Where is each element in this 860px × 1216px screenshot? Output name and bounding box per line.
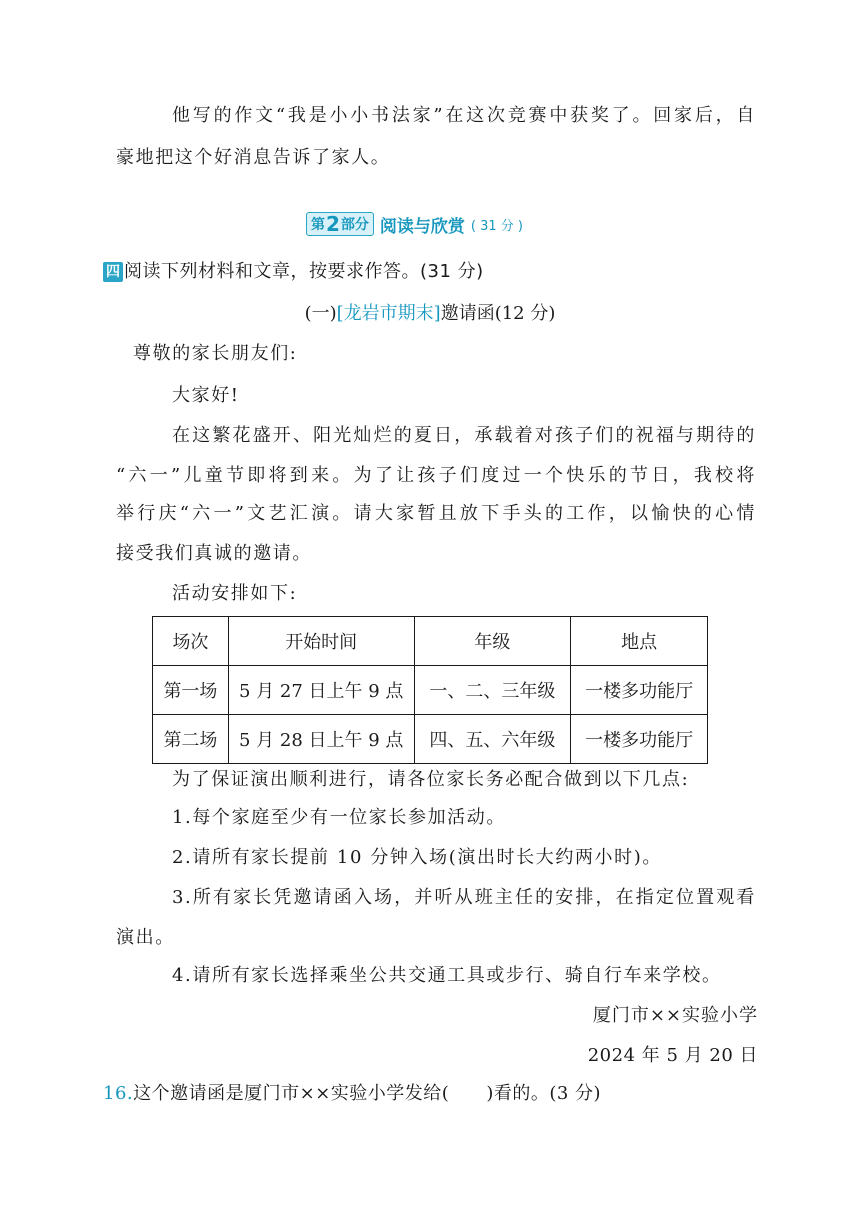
table-cell: 第一场 [153, 666, 229, 715]
passage-part: (一) [304, 303, 337, 324]
schedule-intro: 活动安排如下: [172, 583, 298, 604]
letter-date: 2024 年 5 月 20 日 [587, 1045, 758, 1066]
letter-signature: 厦门市××实验小学 [592, 1005, 758, 1026]
section-suffix: 部分 [340, 217, 369, 233]
rule-2: 2.请所有家长提前 10 分钟入场(演出时长大约两小时)。 [172, 847, 662, 868]
table-cell: 一楼多功能厅 [571, 715, 708, 764]
table-header-cell: 场次 [153, 617, 229, 666]
letter-greeting: 大家好! [172, 385, 240, 406]
passage-title: 邀请函(12 分) [440, 303, 556, 324]
rule-3-line-1: 3.所有家长凭邀请函入场，并听从班主任的安排，在指定位置观看 [172, 887, 756, 908]
table-cell: 一楼多功能厅 [571, 666, 708, 715]
question-16-text: 这个邀请函是厦门市××实验小学发给( )看的。(3 分) [133, 1083, 602, 1104]
table-cell: 5 月 27 日上午 9 点 [228, 666, 414, 715]
intro-line-1: 他写的作文“我是小小书法家”在这次竞赛中获奖了。回家后，自 [172, 105, 756, 126]
question-title: 阅读下列材料和文章，按要求作答。(31 分) [124, 261, 484, 282]
table-cell: 5 月 28 日上午 9 点 [228, 715, 414, 764]
schedule-table [152, 616, 708, 764]
table-cell: 第二场 [153, 715, 229, 764]
section-number: 2 [326, 212, 340, 236]
section-number-tag [306, 212, 374, 236]
rule-3-line-2: 演出。 [116, 927, 175, 948]
passage-heading [0, 302, 860, 326]
rule-4: 4.请所有家长选择乘坐公共交通工具或步行、骑自行车来学校。 [172, 965, 722, 986]
letter-salutation: 尊敬的家长朋友们: [133, 343, 298, 364]
letter-para-line-1: 在这繁花盛开、阳光灿烂的夏日，承载着对孩子们的祝福与期待的 [172, 425, 756, 446]
intro-line-2: 豪地把这个好消息告诉了家人。 [116, 147, 391, 168]
table-cell: 四、五、六年级 [414, 715, 571, 764]
section-banner [306, 212, 523, 236]
section-score: ( 31 分 ) [470, 218, 524, 234]
passage-source-tag: [龙岩市期末] [336, 303, 441, 324]
table-row [153, 666, 708, 715]
table-header-cell: 年级 [414, 617, 571, 666]
question-16 [103, 1082, 601, 1106]
rules-intro: 为了保证演出顺利进行，请各位家长务必配合做到以下几点: [172, 769, 690, 790]
rule-1: 1.每个家庭至少有一位家长参加活动。 [172, 807, 506, 828]
table-row [153, 715, 708, 764]
question-badge: 四 [103, 262, 123, 282]
section-prefix: 第 [311, 217, 325, 233]
letter-para-line-3: 举行庆“六一”文艺汇演。请大家暂且放下手头的工作，以愉快的心情 [116, 503, 756, 524]
table-header-cell: 开始时间 [228, 617, 414, 666]
letter-para-line-4: 接受我们真诚的邀请。 [116, 543, 312, 564]
letter-para-line-2: “六一”儿童节即将到来。为了让孩子们度过一个快乐的节日，我校将 [116, 465, 756, 486]
table-cell: 一、二、三年级 [414, 666, 571, 715]
table-header-row [153, 617, 708, 666]
table-header-cell: 地点 [571, 617, 708, 666]
question-16-number: 16. [103, 1083, 134, 1104]
section-title: 阅读与欣赏 [379, 216, 465, 237]
